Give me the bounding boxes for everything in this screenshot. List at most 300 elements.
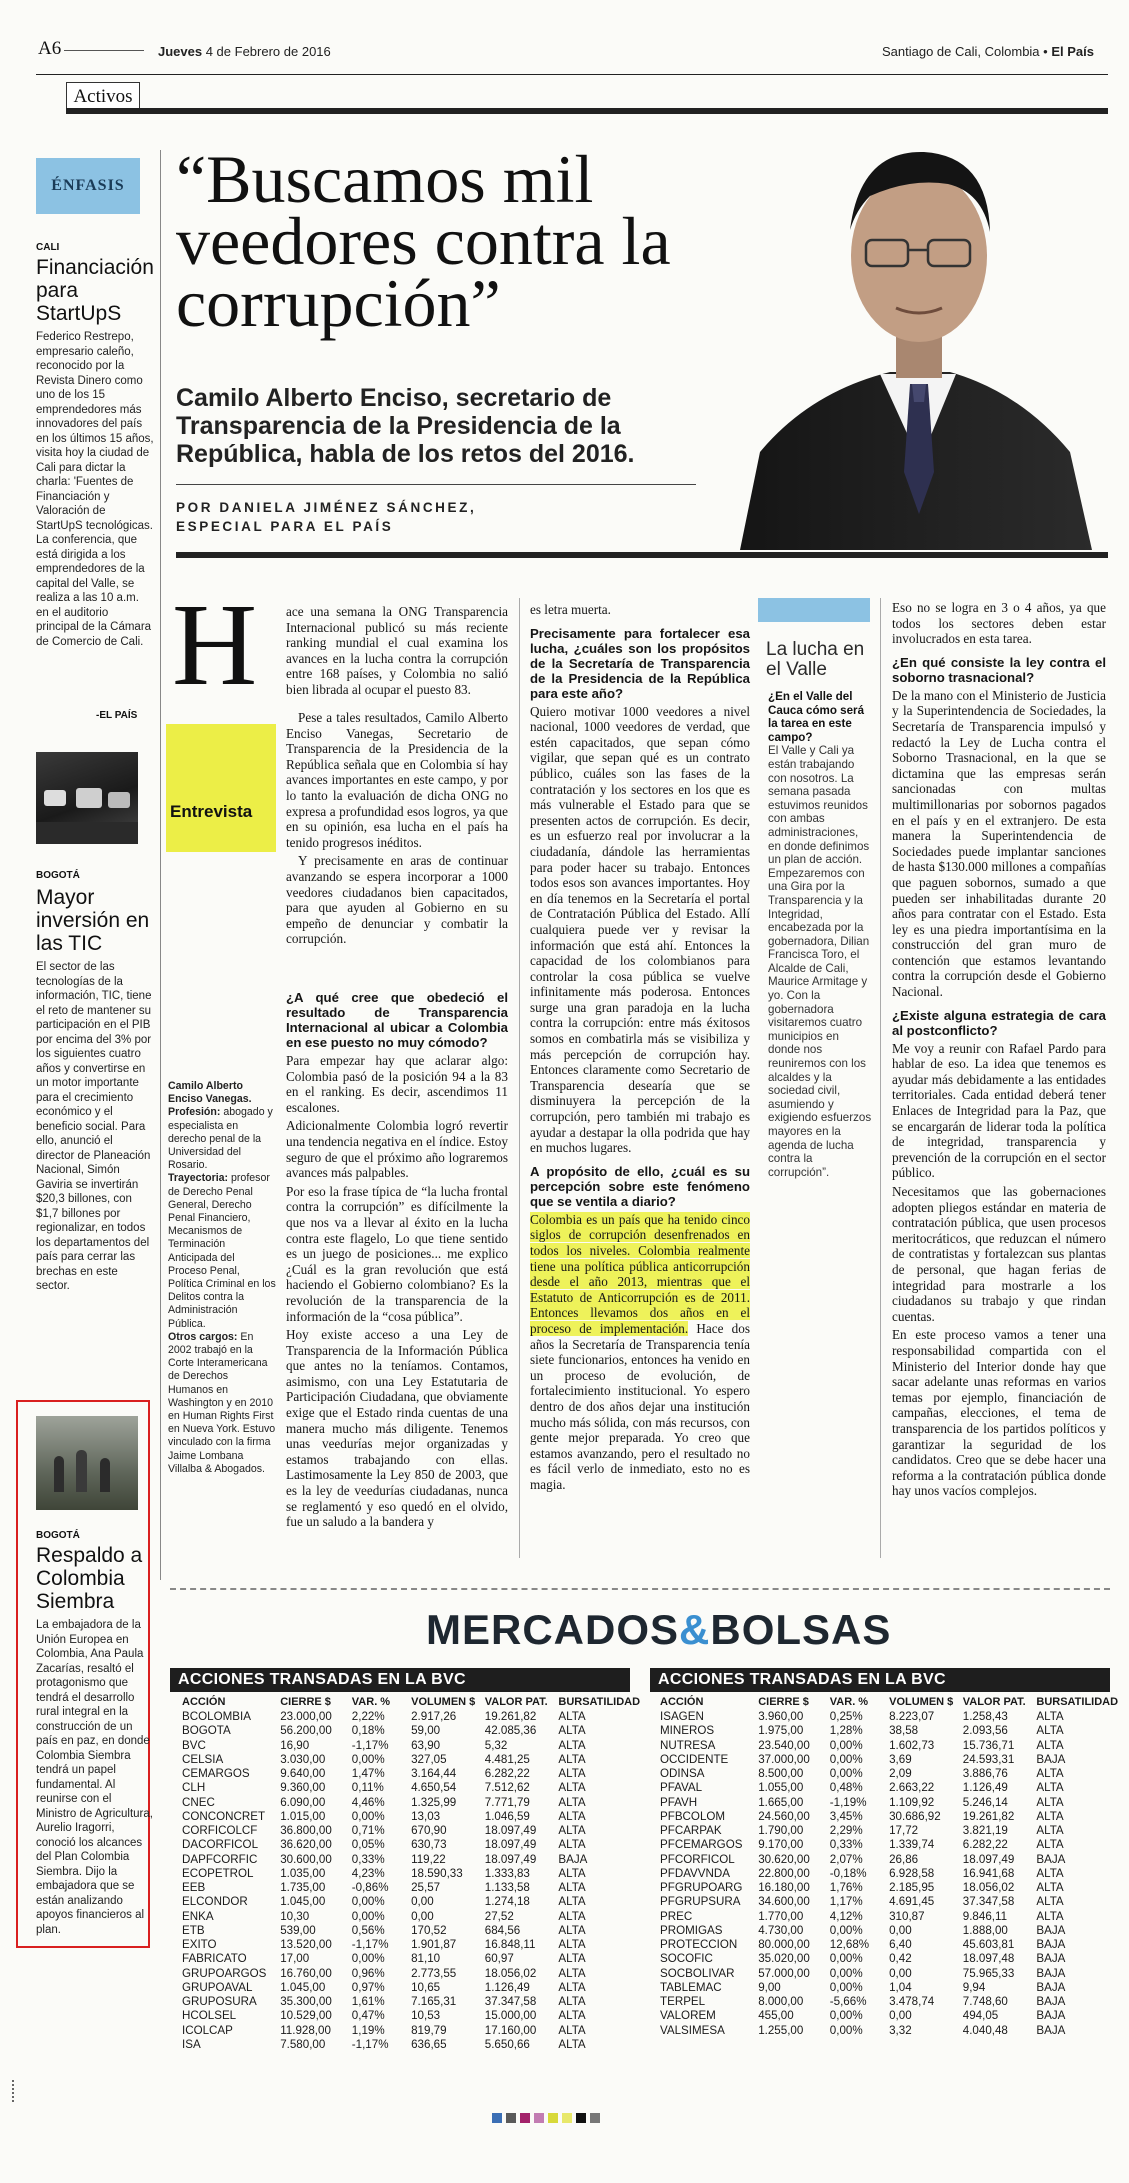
col2-answer-1: Quiero motivar 1000 veedores a nivel nacional, 1000 veedores de verdad, que estén capacitados, que sepan cómo vigilar, que sepan qué es un contrato público, cuáles son las fases de la contratación y los sectores en los que es más vulnerable el Estado para que se presenten actos de corrupción. Es decir, es un esfuerzo real por involucrar a la ciudadanía, dándole las herramientas para poder hacer su trabajo. Entonces todos esos son avances importantes. Hoy en día tenemos en la Secretaría el portal de Contratación Pública del Estado. Allí cualquiera puede ver y revisar la información que está ahí. Entonces la capacidad de los colombianos para controlar la cosa pública se vuelve infinitamente más poderosa. Entonces surge una gran paradoja en la lucha contra la corrupción: entre más éxitosos somos en combatirla más se visibiliza y más percepción de corrupción hay. Entonces claramente como Secretario de Transparencia desearía que se disminuyera la percepción de la corrupción, pero también mi trabajo es ayudar a destapar la olla podrida que hay en muchos lugares. — [530, 703, 750, 1156]
column-header: VALOR PAT. — [484, 1696, 548, 1708]
table-cell: 0,48% — [829, 1781, 863, 1795]
table-cell: 18.097,49 — [962, 1852, 1015, 1866]
table-cell: 27,52 — [484, 1909, 514, 1923]
col-divider-1 — [519, 598, 520, 1558]
table-cell: 0,11% — [351, 1781, 384, 1795]
table-cell: ALTA — [558, 1966, 586, 1980]
table-cell: BAJA — [1036, 1938, 1066, 1951]
table-cell: 1.045,00 — [280, 1895, 326, 1909]
table-cell: 0,00% — [829, 1966, 863, 1980]
table-cell: 37.000,00 — [758, 1752, 810, 1766]
table-cell: VALSIMESA — [660, 2023, 725, 2037]
bio-prof: abogado y especialista en derecho penal de la Universidad del Rosario. — [168, 1106, 273, 1172]
table-cell: 18.056,02 — [484, 1966, 537, 1980]
table-cell: 1.901,87 — [411, 1938, 457, 1951]
table-cell: 1.888,00 — [962, 1923, 1008, 1937]
table-cell: 18.097,49 — [484, 1824, 537, 1837]
table-cell: BAJA — [1036, 1852, 1066, 1866]
table-cell: 8.500,00 — [758, 1767, 804, 1780]
table-cell: 23.540,00 — [758, 1738, 810, 1752]
table-row — [182, 1739, 642, 1753]
story3-photo — [36, 1416, 138, 1510]
table-row — [660, 1924, 1120, 1938]
table-cell: 1.258,43 — [962, 1710, 1008, 1723]
table-row — [182, 1710, 642, 1724]
table-cell: PFGRUPSURA — [660, 1895, 741, 1909]
table-header-row — [182, 1696, 642, 1710]
story1-headline: Financiación para StartUpS — [36, 256, 154, 325]
table-cell: 45.603,81 — [962, 1938, 1015, 1951]
table-cell: ALTA — [558, 1809, 586, 1823]
bio-otros-label: Otros cargos: — [168, 1330, 238, 1343]
table-cell: 4.040,48 — [962, 2023, 1008, 2037]
header-date-rest: 4 de Febrero de 2016 — [205, 44, 331, 59]
table-cell: 4,23% — [351, 1866, 385, 1880]
table-cell: 636,65 — [411, 2037, 447, 2051]
table-cell: PROTECCION — [660, 1938, 738, 1951]
table-cell: BOGOTA — [182, 1724, 231, 1738]
table-row — [660, 1881, 1120, 1895]
table-cell: 42.085,36 — [484, 1724, 537, 1738]
table-cell: ALTA — [1036, 1838, 1064, 1852]
table-row — [660, 1967, 1120, 1981]
table-cell: 1.274,18 — [484, 1895, 530, 1909]
table-cell: BAJA — [1036, 1980, 1066, 1994]
table-cell: GRUPOSURA — [182, 1995, 257, 2008]
table-cell: 2.917,26 — [411, 1710, 457, 1723]
table-cell: ALTA — [558, 1767, 586, 1780]
table-cell: ETB — [182, 1923, 205, 1937]
table-cell: 12,68% — [829, 1938, 870, 1951]
table-cell: 494,05 — [962, 2009, 999, 2023]
table-cell: 0,33% — [351, 1852, 385, 1866]
col1-question-1: ¿A qué cree que obedeció el resultado de Transparencia Internacional al ubicar a Colombia en ese puesto no muy cómodo? — [286, 990, 508, 1050]
table-cell: 0,00% — [829, 2023, 863, 2037]
header-left-rule — [64, 50, 144, 51]
table-cell: 819,79 — [411, 2023, 447, 2037]
table-cell: 1.665,00 — [758, 1795, 804, 1809]
column-header: VOLUMEN $ — [889, 1696, 954, 1708]
table-cell: 3,69 — [889, 1752, 912, 1766]
table-cell: 19.261,82 — [484, 1710, 537, 1723]
table-row — [660, 1810, 1120, 1824]
valle-answer: El Valle y Cali ya están trabajando con nosotros. La semana pasada estuvimos reunidos con ambas administraciones, en donde definimos un plan de acción. Empezaremos con una Gira por la Transparencia y la Integridad, encabezada por la gobernadora, Dilian Francisca Toro, el Alcalde de Cali, Maurice Armitage y yo. Con la gobernadora visitaremos cuatro municipios en donde nos reuniremos con los alcaldes y la sociedad civil, asumiendo y exigiendo esfuerzos mayores en la agenda de lucha contra la corrupción”. — [768, 744, 872, 1179]
table-row — [660, 1753, 1120, 1767]
table-cell: -1,17% — [351, 1738, 389, 1752]
header-city — [882, 44, 1094, 59]
table-cell: 2,07% — [829, 1852, 863, 1866]
table-cell: 0,33% — [829, 1838, 863, 1852]
column-header: CIERRE $ — [280, 1696, 331, 1708]
left-stock-table — [182, 1696, 642, 2052]
col1-answer-1b: Adicionalmente Colombia logró revertir una tendencia negativa en el índice. Estoy seguro de que el próximo año lograremos avances más palpables. — [286, 1118, 508, 1181]
table-cell: 310,87 — [889, 1909, 925, 1923]
table-row — [182, 1981, 642, 1995]
table-cell: 0,00% — [829, 1923, 863, 1937]
col2-answer-2 — [530, 1212, 750, 1493]
table-cell: ALTA — [1036, 1724, 1064, 1738]
table-cell: CONCONCRET — [182, 1809, 266, 1823]
table-cell: 0,97% — [351, 1980, 385, 1994]
table-cell: 36.800,00 — [280, 1824, 332, 1837]
table-cell: 0,96% — [351, 1966, 385, 1980]
table-cell: 3.478,74 — [889, 1995, 935, 2008]
table-cell: 9,00 — [758, 1980, 781, 1994]
table-cell: CORFICOLCF — [182, 1824, 258, 1837]
table-cell: CNEC — [182, 1795, 215, 1809]
table-row — [660, 1853, 1120, 1867]
table-cell: 30.686,92 — [889, 1809, 941, 1823]
header-rule — [36, 74, 1108, 75]
table-cell: 3.960,00 — [758, 1710, 804, 1723]
enfasis-label: ÉNFASIS — [36, 158, 140, 214]
table-cell: 0,00 — [889, 2009, 912, 2023]
col1-intro-p: ace una semana la ONG Transparencia Internacional publicó su más reciente ranking mundial el cual examina los avances en la lucha contra la corrupción entre 168 países, y Colombia no salió bien librada al ocupar el puesto 83. — [286, 604, 508, 697]
table-cell: 60,97 — [484, 1952, 514, 1966]
table-cell: 4.650,54 — [411, 1781, 457, 1795]
table-cell: 684,56 — [484, 1923, 521, 1937]
color-swatch — [534, 2113, 544, 2123]
table-cell: BAJA — [1036, 1923, 1066, 1937]
table-cell: ALTA — [558, 1795, 586, 1809]
table-cell: 1.126,49 — [962, 1781, 1008, 1795]
story2-headline: Mayor inversión en las TIC — [36, 886, 150, 955]
table-row — [660, 1867, 1120, 1881]
col3-answer-2: Me voy a reunir con Rafael Pardo para hablar de eso. La idea que tenemos es ayudar más debidamente a las entidades territoriales. Cada entidad deberá tener Enlaces de Integridad para la Paz, que se encargarán de liderar toda la política de integridad, transparencia y prevención de la corrupción en el sector público. — [892, 1040, 1106, 1181]
table-row — [182, 1910, 642, 1924]
table-cell: 5.246,14 — [962, 1795, 1008, 1809]
table-cell: 3.821,19 — [962, 1824, 1008, 1837]
table-cell: EXITO — [182, 1938, 217, 1951]
table-cell: 0,18% — [351, 1724, 385, 1738]
table-cell: 0,00% — [351, 1952, 385, 1966]
table-cell: PFCORFICOL — [660, 1852, 735, 1866]
table-cell: PFGRUPOARG — [660, 1881, 743, 1894]
story1-credit: -EL PAÍS — [96, 710, 138, 721]
table-row — [660, 1981, 1120, 1995]
table-cell: 10,65 — [411, 1980, 441, 1994]
table-cell: ALTA — [558, 2023, 586, 2037]
table-cell: 16.180,00 — [758, 1881, 810, 1894]
table-cell: 1,61% — [351, 1995, 385, 2008]
table-cell: 0,71% — [351, 1824, 385, 1837]
table-cell: 57.000,00 — [758, 1966, 810, 1980]
table-cell: ALTA — [1036, 1881, 1064, 1894]
table-row — [660, 1796, 1120, 1810]
table-cell: 17,00 — [280, 1952, 310, 1966]
table-cell: ALTA — [1036, 1710, 1064, 1723]
table-cell: 18.097,49 — [484, 1838, 537, 1852]
color-swatch — [506, 2113, 516, 2123]
table-cell: 170,52 — [411, 1923, 447, 1937]
article-headline: “Buscamos mil veedores contra la corrupción” — [176, 141, 671, 341]
table-cell: CELSIA — [182, 1752, 224, 1766]
table-row — [182, 1867, 642, 1881]
table-cell: BVC — [182, 1738, 206, 1752]
table-cell: 1.325,99 — [411, 1795, 457, 1809]
table-cell: 1.035,00 — [280, 1866, 326, 1880]
table-cell: 0,00% — [351, 1809, 385, 1823]
story2-body: El sector de las tecnologías de la información, TIC, tiene el reto de mantener su participación en el PIB por encima del 3% por los siguientes cuatro años y convertirse en un motor importante para el crecimiento económico y el beneficio social. Para ello, anunció el director de Planeación Nacional, Simón Gaviria se invertirán $20,3 billones, con $1,7 billones por regionalizar, en todos los departamentos del país para cerrar las brechas en este sector. — [36, 961, 152, 1292]
table-cell: 455,00 — [758, 2009, 794, 2023]
right-table-title: ACCIONES TRANSADAS EN LA BVC — [650, 1668, 1110, 1692]
color-swatch — [576, 2113, 586, 2123]
table-cell: FABRICATO — [182, 1952, 247, 1966]
table-cell: 6.282,22 — [484, 1767, 530, 1780]
table-cell: 16,90 — [280, 1738, 310, 1752]
table-row — [660, 2009, 1120, 2023]
interview-tag — [166, 724, 276, 852]
table-cell: 59,00 — [411, 1724, 441, 1738]
table-cell: 15.000,00 — [484, 2009, 537, 2023]
table-cell: 4.730,00 — [758, 1923, 804, 1937]
table-cell: ALTA — [558, 1980, 586, 1994]
table-cell: 0,00% — [829, 1738, 863, 1752]
column-header: ACCIÓN — [182, 1696, 226, 1708]
table-cell: 24.560,00 — [758, 1809, 810, 1823]
table-cell: ALTA — [1036, 1895, 1064, 1909]
table-cell: 7.165,31 — [411, 1995, 457, 2008]
markets-separator — [170, 1588, 1110, 1590]
table-cell: 18.056,02 — [962, 1881, 1015, 1894]
table-cell: 35.020,00 — [758, 1952, 810, 1966]
table-cell: 0,00% — [829, 1952, 863, 1966]
article-deck: Camilo Alberto Enciso, secretario de Transparencia de la Presidencia de la República, habla de los retos del 2016. — [176, 384, 635, 468]
page-edge-mark — [12, 2080, 14, 2102]
column-header: VAR. % — [829, 1696, 869, 1708]
table-cell: 1.975,00 — [758, 1724, 804, 1738]
table-cell: 9,94 — [962, 1980, 986, 1994]
header-paper: El País — [1051, 44, 1094, 59]
markets-title — [426, 1606, 891, 1654]
table-cell: ALTA — [558, 1995, 586, 2008]
table-cell: 7.748,60 — [962, 1995, 1008, 2008]
column-header: BURSATILIDAD — [558, 1696, 641, 1708]
table-cell: 4,46% — [351, 1795, 385, 1809]
col1-upper — [286, 710, 508, 950]
table-row — [182, 2038, 642, 2052]
table-row — [182, 1781, 642, 1795]
story3-headline: Respaldo a Colombia Siembra — [36, 1544, 143, 1613]
valle-question: ¿En el Valle del Cauca cómo será la tarea en este campo? — [768, 690, 865, 744]
table-cell: 1,47% — [351, 1767, 385, 1780]
header-separator: • — [1043, 44, 1048, 59]
table-cell: VALOREM — [660, 2009, 716, 2023]
col2 — [530, 602, 750, 1496]
deck-rule — [176, 484, 696, 485]
table-cell: 1,76% — [829, 1881, 863, 1894]
table-cell: PFCEMARGOS — [660, 1838, 743, 1852]
col3 — [892, 600, 1106, 1502]
table-cell: 0,25% — [829, 1710, 863, 1723]
table-cell: HCOLSEL — [182, 2009, 237, 2023]
table-cell: 1.015,00 — [280, 1809, 326, 1823]
table-row — [182, 1796, 642, 1810]
table-cell: 1.770,00 — [758, 1909, 804, 1923]
table-cell: PFAVH — [660, 1795, 698, 1809]
table-row — [182, 1995, 642, 2009]
table-cell: 23.000,00 — [280, 1710, 332, 1723]
table-cell: BAJA — [1036, 2009, 1066, 2023]
bio-prof-label: Profesión: — [168, 1106, 221, 1119]
table-cell: ALTA — [1036, 1866, 1064, 1880]
table-cell: 0,00 — [411, 1895, 434, 1909]
table-cell: 7.580,00 — [280, 2037, 326, 2051]
drop-cap: H — [172, 579, 258, 710]
table-cell: MINEROS — [660, 1724, 715, 1738]
table-cell: -1,17% — [351, 1938, 389, 1951]
table-cell: 3,32 — [889, 2023, 912, 2037]
col2-p1: es letra muerta. — [530, 602, 611, 617]
table-cell: ALTA — [558, 1866, 586, 1880]
table-cell: BAJA — [1036, 1995, 1066, 2008]
table-row — [182, 2009, 642, 2023]
header-date-day: Jueves — [158, 44, 203, 59]
header-city-text: Santiago de Cali, Colombia — [882, 44, 1040, 59]
col1-answer-1c: Por eso la frase típica de “la lucha frontal contra la corrupción” es difícilmente la que nos va a llevar al éxito en la lucha contra este flagelo, Lo que tiene sentido es un juego de posiciones... me explico ¿Cuál es la gran revolución que está haciendo el Gobierno colombiano? Es la revolución de la transparencia de la información de la “cosa pública”. — [286, 1183, 508, 1324]
column-header: ACCIÓN — [660, 1696, 704, 1708]
table-row — [660, 1938, 1120, 1952]
table-cell: 2,29% — [829, 1824, 863, 1837]
headline-bottom-rule — [176, 552, 1108, 558]
table-cell: BAJA — [1036, 1752, 1066, 1766]
table-cell: 37.347,58 — [962, 1895, 1015, 1909]
table-cell: 0,00% — [829, 1767, 863, 1780]
table-cell: 1.735,00 — [280, 1881, 326, 1894]
table-row — [182, 1967, 642, 1981]
table-cell: 26,86 — [889, 1852, 919, 1866]
table-cell: PFAVAL — [660, 1781, 703, 1795]
table-cell: 10,30 — [280, 1909, 310, 1923]
table-cell: 35.300,00 — [280, 1995, 332, 2008]
table-cell: 1.790,00 — [758, 1824, 804, 1837]
table-cell: DAPFCORFIC — [182, 1852, 258, 1866]
table-cell: 8.223,07 — [889, 1710, 935, 1723]
table-cell: 18.097,48 — [962, 1952, 1015, 1966]
table-row — [182, 1810, 642, 1824]
table-cell: 34.600,00 — [758, 1895, 810, 1909]
table-cell: ISA — [182, 2037, 201, 2051]
col1-intro — [286, 604, 508, 701]
table-cell: 30.600,00 — [280, 1852, 332, 1866]
col3-p1: Eso no se logra en 3 o 4 años, ya que todos los sectores deben estar involucrados en esta tarea. — [892, 600, 1106, 647]
color-swatch — [548, 2113, 558, 2123]
table-cell: 6.928,58 — [889, 1866, 935, 1880]
color-swatch — [562, 2113, 572, 2123]
table-cell: 1.339,74 — [889, 1838, 935, 1852]
bio-otros: En 2002 trabajó en la Corte Interamericana de Derechos Humanos en Washington y en 2010 en Human Rights First en Nueva York. Estuvo vinculado con la firma Jaime Lombana Villalba & Abogados. — [168, 1330, 276, 1475]
table-cell: 37.347,58 — [484, 1995, 537, 2008]
table-cell: 1.109,92 — [889, 1795, 935, 1809]
valle-box — [758, 598, 870, 622]
table-cell: ALTA — [1036, 1795, 1064, 1809]
markets-title-amp: & — [679, 1606, 711, 1653]
table-cell: ALTA — [558, 1838, 586, 1852]
table-cell: ALTA — [558, 1881, 586, 1894]
col1-answer-1: Para empezar hay que aclarar algo: Colombia pasó de la posición 94 a la 83 en el ranking. Es decir, ascendimos 11 escalones. — [286, 1053, 508, 1115]
table-cell: ALTA — [558, 1824, 586, 1837]
column-header: VAR. % — [351, 1696, 391, 1708]
table-row — [182, 1924, 642, 1938]
table-cell: PFCARPAK — [660, 1824, 722, 1837]
table-cell: 9.846,11 — [962, 1909, 1008, 1923]
table-cell: 5,32 — [484, 1738, 508, 1752]
table-cell: ISAGEN — [660, 1710, 704, 1723]
table-cell: 19.261,82 — [962, 1809, 1015, 1823]
col3-question-2: ¿Existe alguna estrategia de cara al postconflicto? — [892, 1007, 1106, 1038]
story1-body: Federico Restrepo, empresario caleño, reconocido por la Revista Dinero como uno de los 15 emprendedores más innovadores del país en los últimos 15 años, visita hoy la ciudad de Cali para dictar la charla: 'Fuentes de Financiación y Valoración de StartUpS tecnológicas. La conferencia, que está dirigida a los emprendedores de la capital del Valle, se realiza a las 10 a.m. en el auditorio principal de la Cámara de Comercio de Cali. — [36, 331, 154, 648]
table-cell: ALTA — [558, 1781, 586, 1795]
table-cell: 25,57 — [411, 1881, 441, 1894]
table-cell: BAJA — [1036, 1952, 1066, 1966]
table-cell: PROMIGAS — [660, 1923, 723, 1937]
story2-kicker: BOGOTÁ — [36, 870, 80, 881]
table-cell: 11.928,00 — [280, 2023, 331, 2037]
col3-question-1: ¿En qué consiste la ley contra el soborno trasnacional? — [892, 654, 1106, 685]
table-cell: ALTA — [1036, 1767, 1064, 1780]
table-row — [660, 1838, 1120, 1852]
table-row — [660, 1781, 1120, 1795]
table-cell: ICOLCAP — [182, 2023, 233, 2037]
color-swatch — [590, 2113, 600, 2123]
table-cell: 80.000,00 — [758, 1938, 810, 1951]
table-cell: 0,05% — [351, 1838, 385, 1852]
table-cell: ECOPETROL — [182, 1866, 254, 1880]
table-cell: ALTA — [558, 1909, 586, 1923]
table-cell: ALTA — [558, 2009, 586, 2023]
markets-title-right: BOLSAS — [710, 1606, 892, 1653]
table-cell: 0,00% — [829, 2009, 863, 2023]
table-row — [660, 1767, 1120, 1781]
table-cell: -1,19% — [829, 1795, 867, 1809]
table-cell: 1.126,49 — [484, 1980, 530, 1994]
table-cell: TABLEMAC — [660, 1980, 722, 1994]
table-cell: 630,73 — [411, 1838, 447, 1852]
table-cell: 56.200,00 — [280, 1724, 332, 1738]
table-cell: DACORFICOL — [182, 1838, 259, 1852]
table-cell: 0,42 — [889, 1952, 912, 1966]
table-cell: 327,05 — [411, 1752, 447, 1766]
table-cell: 1.333,83 — [484, 1866, 530, 1880]
table-cell: 2,22% — [351, 1710, 385, 1723]
table-cell: CLH — [182, 1781, 206, 1795]
column-header: CIERRE $ — [758, 1696, 809, 1708]
table-row — [182, 1938, 642, 1952]
byline-1: POR DANIELA JIMÉNEZ SÁNCHEZ, — [176, 500, 477, 515]
sidebar-divider — [160, 150, 161, 1580]
table-cell: ALTA — [1036, 1909, 1064, 1923]
table-cell: PREC — [660, 1909, 693, 1923]
table-row — [660, 1952, 1120, 1966]
table-cell: -5,66% — [829, 1995, 867, 2008]
table-cell: 1.133,58 — [484, 1881, 530, 1894]
interview-tag-label: Entrevista — [170, 802, 253, 821]
table-cell: 75.965,33 — [962, 1966, 1015, 1980]
col1-p3: Y precisamente en aras de continuar avanzando se espera incorporar a 1000 veedores ciudadanos bien capacitados, para que ayuden al Gobierno en su empeño de denunciar y combatir la corrupción. — [286, 853, 508, 947]
col1-answer-1d: Hoy existe acceso a una Ley de Transparencia de la Información Pública que antes no la teníamos. Contamos, asimismo, con una Ley Estatutaria de Participación Ciudadana, que obviamente exige que el Estado rinda cuentas de una manera mucho más diligente. Tenemos unas veedurías mejor organizadas y estamos trabajando con ellas. Lastimosamente la Ley 850 de 2003, que es la ley de veedurías ciudadanas, nunca se reglamentó y eso quedó en el olvido, fue un saludo a la bandera y — [286, 1327, 508, 1530]
table-cell: 2.093,56 — [962, 1724, 1008, 1738]
table-cell: 1.255,00 — [758, 2023, 804, 2037]
color-swatch — [520, 2113, 530, 2123]
table-cell: 0,00% — [829, 1752, 863, 1766]
column-header: BURSATILIDAD — [1036, 1696, 1119, 1708]
table-cell: 539,00 — [280, 1923, 316, 1937]
table-cell: ALTA — [558, 1710, 586, 1723]
column-header: VOLUMEN $ — [411, 1696, 476, 1708]
table-cell: SOCOFIC — [660, 1952, 713, 1966]
table-cell: ODINSA — [660, 1767, 705, 1780]
table-row — [182, 1724, 642, 1738]
